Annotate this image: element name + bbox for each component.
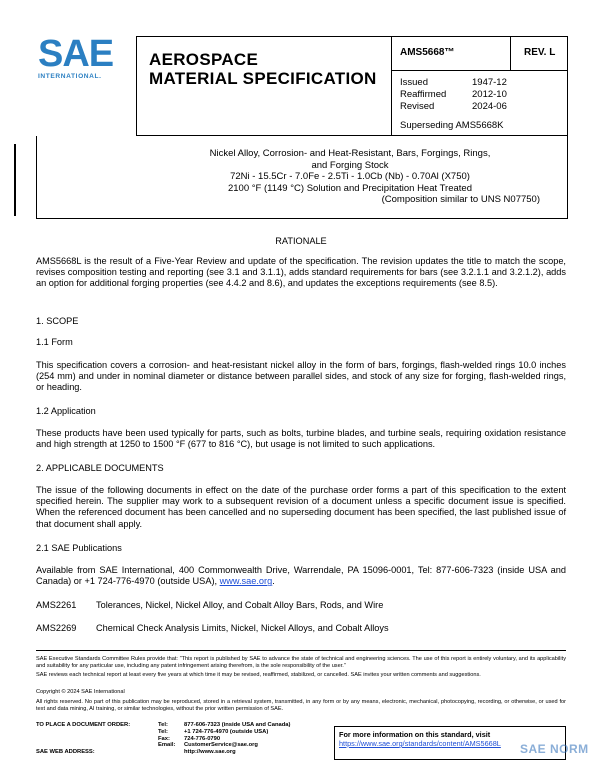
standard-page-link[interactable]: https://www.sae.org/standards/content/AMS5668L: [339, 739, 501, 748]
email-label: Email:: [158, 742, 176, 749]
doc-number: AMS5668™: [400, 47, 455, 58]
tel-domestic: 877-606-7323 (inside USA and Canada): [184, 722, 291, 728]
header-divider: [391, 36, 392, 136]
sae-website-link[interactable]: www.sae.org: [219, 576, 273, 587]
web-label: SAE WEB ADDRESS:: [36, 749, 95, 756]
revision-label: REV. L: [524, 47, 556, 58]
spec-title-line: (Composition similar to UNS N07750): [381, 194, 540, 206]
fax-label: Fax:: [158, 735, 170, 742]
sae-logo: [38, 33, 118, 84]
header-divider: [510, 36, 511, 70]
tel-label: Tel:: [158, 722, 168, 728]
paragraph: The issue of the following documents in effect on the date of the purchase order forms a part of this specification to the extent specified herein. The supplier may work to a subsequent revision of a document unless a specific document issue is specified. When the referenced document has been cancelled and no superseding document has been specified, the last published issue of that document shall apply.: [36, 485, 566, 529]
watermark: SAE NORM: [520, 742, 589, 756]
tel-international: +1 724-776-4970 (outside USA): [184, 728, 269, 735]
history-label: Issued: [400, 77, 428, 88]
history-date: 2012-10: [472, 89, 507, 100]
logo-text: SAE: [38, 33, 114, 75]
spec-title-line: and Forging Stock: [311, 159, 389, 171]
tel-label: Tel:: [158, 728, 168, 735]
history-date: 1947-12: [472, 77, 507, 88]
history-date: 2024-06: [472, 101, 507, 112]
reference-title: Tolerances, Nickel, Nickel Alloy, and Cobalt Alloy Bars, Rods, and Wire: [96, 600, 384, 610]
revision-history: [400, 77, 507, 113]
header-divider: [391, 70, 568, 71]
rationale-text: AMS5668L is the result of a Five-Year Review and update of the specification. The revision updates the title to match the scope, revises composition testing and reporting (see 3.1 and 3.1.1), adds standard requirements for bars (see 3.2.1.1 and 3.2.1.2), adds an option for additional forging properties (see 4.4.2 and 8.6), and updates the exceptions requirements (see 8.5).: [36, 256, 566, 289]
reference-item: [36, 623, 566, 634]
section-heading: 2. APPLICABLE DOCUMENTS: [36, 463, 164, 473]
order-contact: [36, 722, 290, 756]
callout-title: For more information on this standard, visit: [339, 730, 491, 739]
title-line-2: MATERIAL SPECIFICATION: [149, 69, 377, 88]
spec-title-line: Nickel Alloy, Corrosion- and Heat-Resistant, Bars, Forgings, Rings,: [209, 148, 491, 159]
order-label: TO PLACE A DOCUMENT ORDER:: [36, 722, 131, 728]
footer-disclaimer: SAE Executive Standards Committee Rules provide that: “This report is published by SAE to advance the state of technical and engineering sciences. The use of this report is entirely voluntary, and its applicability and suitability for any particular use, including any patent infringement arising therefrom, is the sole responsibility of the user.”: [36, 656, 566, 669]
history-label: Reaffirmed: [400, 89, 447, 100]
title-line-1: AEROSPACE: [149, 50, 259, 69]
spec-title-line: 2100 °F (1149 °C) Solution and Precipitation Heat Treated: [227, 182, 472, 194]
section-heading: 1.1 Form: [36, 337, 73, 347]
footer-review-note: SAE reviews each technical report at least every five years at which time it may be revised, reaffirmed, stabilized, or cancelled. SAE invites your written comments and suggestions.: [36, 672, 481, 678]
fax-number: 724-776-0790: [184, 735, 221, 742]
web-address[interactable]: http://www.sae.org: [184, 749, 236, 756]
section-heading: 1. SCOPE: [36, 316, 79, 326]
rationale-heading: RATIONALE: [275, 236, 327, 246]
logo-subtext: INTERNATIONAL.: [38, 73, 102, 80]
paragraph: These products have been used typically for parts, such as bolts, turbine blades, and turbine seals, requiring oxidation resistance and high strength at 1250 to 1500 °F (677 to 816 °C), but usage is not limited to such applications.: [36, 428, 566, 450]
section-heading: 2.1 SAE Publications: [36, 543, 122, 553]
history-label: Revised: [400, 101, 435, 112]
reference-item: [36, 600, 566, 611]
footer-rights: All rights reserved. No part of this publication may be reproduced, stored in a retrieval system, transmitted, in any form or by any means, electronic, mechanical, photocopying, recording, or otherwise, or used for text and data mining, AI training, or similar technologies, without the prior written permission of SAE.: [36, 699, 566, 712]
reference-code: AMS2269: [36, 623, 77, 633]
reference-code: AMS2261: [36, 600, 77, 610]
email-address[interactable]: CustomerService@sae.org: [184, 742, 258, 749]
spec-title-line: 72Ni - 15.5Cr - 7.0Fe - 2.5Ti - 1.0Cb (Nb) - 0.70Al (X750): [230, 171, 470, 183]
revision-margin-bar: [14, 144, 16, 216]
paragraph: This specification covers a corrosion- and heat-resistant nickel alloy in the form of bars, forgings, flash-welded rings 10.0 inches (254 mm) and under in nominal diameter or distance between parallel sides, and stock of any size for forging, flash-welded rings, or heading.: [36, 360, 566, 393]
footer-rule: [36, 650, 566, 651]
spec-title: [160, 148, 540, 206]
document-type-title: [149, 50, 377, 88]
reference-title: Chemical Check Analysis Limits, Nickel, Nickel Alloys, and Cobalt Alloys: [96, 623, 389, 633]
paragraph-text: Available from SAE International, 400 Commonwealth Drive, Warrendale, PA 15096-0001, Tel: 877-606-7323 (inside USA and Canada) or +1 724-776-4970 (outside USA),: [36, 565, 566, 587]
paragraph: [36, 565, 566, 587]
footer-copyright: Copyright © 2024 SAE International: [36, 689, 125, 695]
paragraph-end: .: [272, 576, 275, 587]
section-heading: 1.2 Application: [36, 406, 96, 416]
superseding-note: Superseding AMS5668K: [400, 120, 504, 131]
